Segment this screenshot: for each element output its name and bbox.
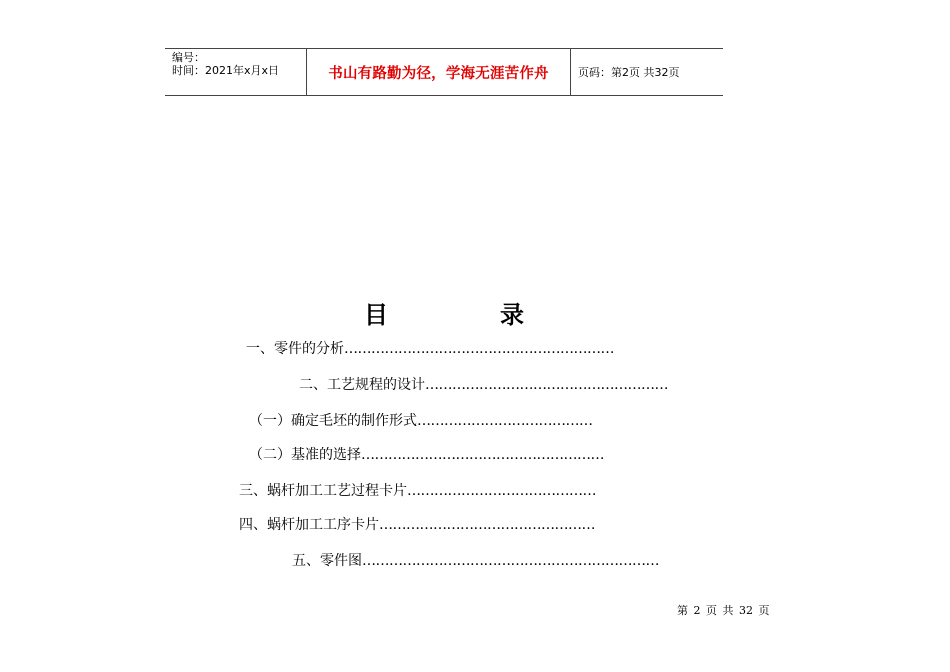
toc-entry-text: 二、工艺规程的设计 — [299, 377, 425, 393]
toc-leader-dots: …………………………………… — [407, 483, 596, 499]
toc-leader-dots: ………………………………………… — [379, 517, 595, 533]
header-info-cell — [165, 49, 307, 95]
toc-title-char-2: 录 — [500, 300, 524, 329]
header-motto: 书山有路勤为径，学海无涯苦作舟 — [328, 65, 549, 82]
toc-entry-1[interactable] — [246, 340, 614, 358]
toc-entry-5[interactable] — [239, 482, 596, 500]
toc-title — [364, 299, 524, 331]
toc-entry-text: 四、蜗杆加工工序卡片 — [239, 517, 379, 533]
toc-leader-dots: …………………………………………………… — [344, 341, 614, 357]
toc-entry-3[interactable] — [249, 412, 593, 430]
toc-leader-dots: ………………………………… — [417, 413, 593, 429]
toc-entry-7[interactable] — [292, 552, 659, 570]
header-page-code: 页码：第2页 共32页 — [578, 66, 680, 79]
header-page-code-cell — [571, 49, 723, 95]
toc-entry-text: 五、零件图 — [292, 553, 362, 569]
toc-entry-4[interactable] — [249, 446, 604, 464]
document-date: 时间：2021年x月x日 — [172, 64, 280, 77]
toc-entry-6[interactable] — [239, 516, 595, 534]
page-footer-number: 第 2 页 共 32 页 — [677, 604, 770, 617]
toc-leader-dots: ……………………………………………… — [425, 377, 668, 393]
header-motto-cell — [307, 49, 571, 95]
page-header — [165, 48, 723, 96]
toc-leader-dots: ……………………………………………… — [361, 447, 604, 463]
toc-entry-text: （一）确定毛坯的制作形式 — [249, 413, 417, 429]
toc-entry-text: （二）基准的选择 — [249, 447, 361, 463]
toc-leader-dots: ………………………………………………………… — [362, 553, 659, 569]
toc-entry-text: 一、零件的分析 — [246, 341, 344, 357]
toc-entry-text: 三、蜗杆加工工艺过程卡片 — [239, 483, 407, 499]
document-number-label: 编号： — [172, 51, 205, 64]
toc-entry-2[interactable] — [299, 376, 668, 394]
toc-title-char-1: 目 — [364, 300, 388, 329]
